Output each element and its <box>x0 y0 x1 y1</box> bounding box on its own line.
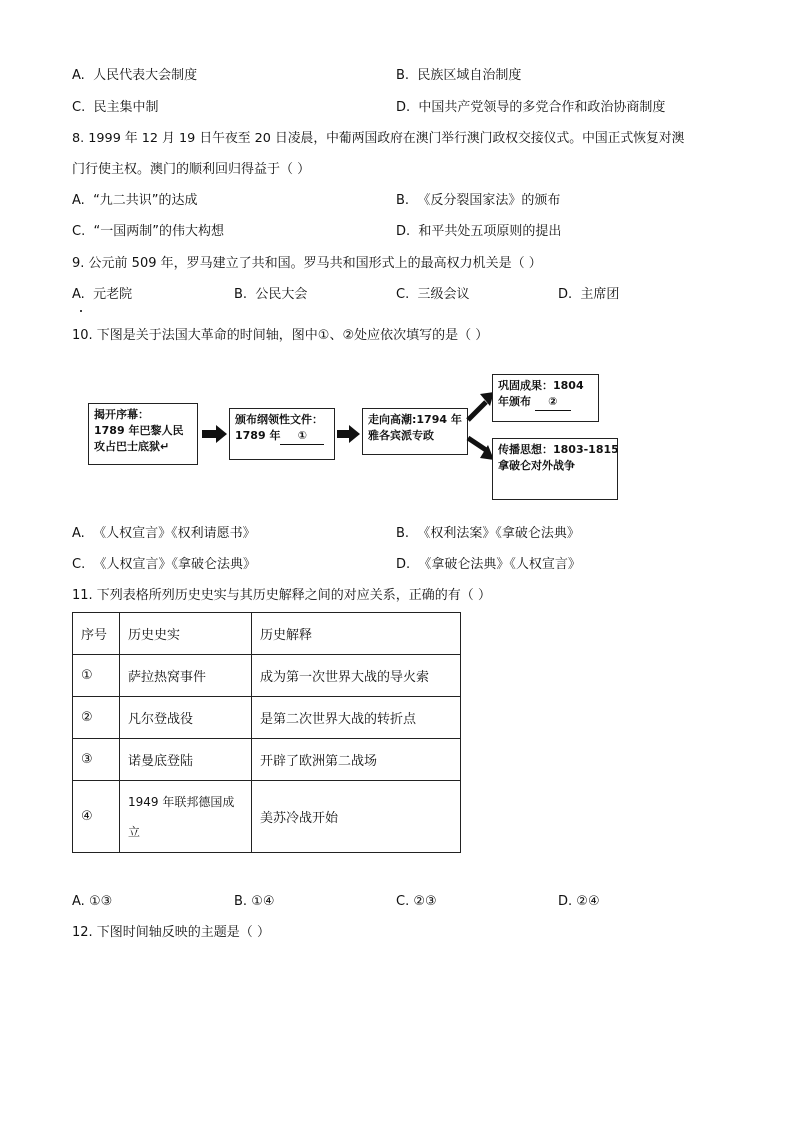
box-line: 拿破仑对外战争 <box>498 459 575 472</box>
box-line: 颁布纲领性文件： <box>235 413 323 426</box>
q8-option-a <box>72 193 198 209</box>
option-text: ①④ <box>251 894 275 909</box>
box-line: 走向高潮:1794 年 <box>368 413 462 426</box>
box-line: 雅各宾派专政 <box>368 429 434 442</box>
timeline-box-climax <box>362 408 468 455</box>
box-line: 巩固成果：1804 <box>498 379 584 392</box>
option-label: B. <box>234 287 248 302</box>
q9-stem: 9. 公元前 509 年，罗马建立了共和国。罗马共和国形式上的最高权力机关是（ ） <box>72 256 542 271</box>
cell-fact-line: 1949 年联邦德国成 <box>128 794 235 809</box>
option-label: D. <box>558 287 573 302</box>
cell-explanation: 是第二次世界大战的转折点 <box>252 697 461 739</box>
option-text: 中国共产党领导的多党合作和政治协商制度 <box>418 100 666 115</box>
q8-stem-line2: 门行使主权。澳门的顺利回归得益于（ ） <box>72 162 311 177</box>
cell-index: ② <box>73 697 120 739</box>
q7-option-d <box>396 100 665 116</box>
timeline-box-prelude <box>88 403 198 465</box>
cell-fact: 萨拉热窝事件 <box>120 655 252 697</box>
q8-option-b <box>396 193 560 209</box>
option-label: A. <box>72 894 85 909</box>
q9-option-a <box>72 287 132 303</box>
option-text: ①③ <box>88 894 113 909</box>
q10-option-c <box>72 557 256 573</box>
blank-2: ② <box>535 394 571 411</box>
option-text: 民主集中制 <box>93 100 159 115</box>
cell-index: ④ <box>73 781 120 853</box>
box-year: 年颁布 <box>498 395 531 408</box>
header-index: 序号 <box>73 613 120 655</box>
cell-index: ① <box>73 655 120 697</box>
arrow-right-icon <box>337 424 361 444</box>
q12-stem: 12. 下图时间轴反映的主题是（ ） <box>72 925 270 940</box>
option-label: B. <box>396 68 410 83</box>
q8-option-c <box>72 224 224 240</box>
arrow-right-icon <box>202 424 228 444</box>
box-line <box>498 394 593 411</box>
cell-explanation: 美苏冷战开始 <box>252 781 461 853</box>
q11-option-b <box>234 894 275 910</box>
cell-explanation: 开辟了欧洲第二战场 <box>252 739 461 781</box>
q7-option-b <box>396 68 521 84</box>
cell-fact: 诺曼底登陆 <box>120 739 252 781</box>
option-label: A. <box>72 68 85 83</box>
option-label: B. <box>396 526 410 541</box>
option-label: D. <box>396 557 411 572</box>
q7-option-c <box>72 100 159 116</box>
box-line: 传播思想：1803-1815 <box>498 443 619 456</box>
option-label: C. <box>72 224 86 239</box>
option-label: D. <box>558 894 573 909</box>
option-label: C. <box>396 287 410 302</box>
q11-stem: 11. 下列表格所列历史史实与其历史解释之间的对应关系，正确的有（ ） <box>72 588 491 603</box>
option-text: 《人权宣言》《权利请愿书》 <box>93 526 256 541</box>
history-table <box>72 612 461 853</box>
table-header-row <box>73 613 461 655</box>
q8-option-d <box>396 224 561 240</box>
stray-dot <box>80 310 82 312</box>
box-line: 攻占巴士底狱↵ <box>94 440 170 453</box>
header-explanation: 历史解释 <box>252 613 461 655</box>
cell-explanation: 成为第一次世界大战的导火索 <box>252 655 461 697</box>
cell-index: ③ <box>73 739 120 781</box>
q9-option-d <box>558 287 619 303</box>
option-text: “九二共识”的达成 <box>93 193 198 208</box>
timeline-box-spread <box>492 438 618 500</box>
header-fact: 历史史实 <box>120 613 252 655</box>
option-label: C. <box>72 100 86 115</box>
timeline-box-consolidate <box>492 374 599 422</box>
option-label: D. <box>396 224 411 239</box>
option-label: A. <box>72 287 85 302</box>
option-text: 公民大会 <box>255 287 308 302</box>
option-label: B. <box>234 894 248 909</box>
q10-option-b <box>396 526 580 542</box>
option-label: B. <box>396 193 410 208</box>
option-text: 和平共处五项原则的提出 <box>418 224 562 239</box>
cell-fact: 凡尔登战役 <box>120 697 252 739</box>
q11-option-a <box>72 894 112 910</box>
option-label: A. <box>72 193 85 208</box>
q10-stem: 10. 下图是关于法国大革命的时间轴，图中①、②处应依次填写的是（ ） <box>72 328 489 343</box>
table-row <box>73 655 461 697</box>
cell-fact-line: 立 <box>128 824 141 839</box>
table-row <box>73 739 461 781</box>
timeline-box-document <box>229 408 335 460</box>
table-row <box>73 781 461 853</box>
option-text: ②④ <box>576 894 600 909</box>
option-text: 《拿破仑法典》《人权宣言》 <box>418 557 581 572</box>
q7-option-a <box>72 68 197 84</box>
option-text: ②③ <box>413 894 437 909</box>
option-text: 主席团 <box>580 287 620 302</box>
box-year: 1789 年 <box>235 429 281 442</box>
option-label: A. <box>72 526 85 541</box>
option-text: 《反分裂国家法》的颁布 <box>417 193 561 208</box>
q9-option-c <box>396 287 470 303</box>
table-row <box>73 697 461 739</box>
blank-1: ① <box>280 428 324 445</box>
option-label: C. <box>72 557 86 572</box>
option-text: 民族区域自治制度 <box>417 68 522 83</box>
q9-option-b <box>234 287 307 303</box>
cell-fact <box>120 781 252 853</box>
box-line <box>235 428 329 445</box>
option-text: 元老院 <box>93 287 133 302</box>
q10-option-d <box>396 557 581 573</box>
option-text: 三级会议 <box>417 287 470 302</box>
box-line: 揭开序幕： <box>94 408 149 421</box>
q11-option-c <box>396 894 437 910</box>
option-text: 《权利法案》《拿破仑法典》 <box>417 526 580 541</box>
box-line: 1789 年巴黎人民 <box>94 424 184 437</box>
q8-stem-line1: 8. 1999 年 12 月 19 日午夜至 20 日凌晨，中葡两国政府在澳门举行澳门政权交接仪式。中国正式恢复对澳 <box>72 131 685 146</box>
option-text: 人民代表大会制度 <box>93 68 198 83</box>
option-text: “一国两制”的伟大构想 <box>93 224 224 239</box>
q11-option-d <box>558 894 600 910</box>
option-label: C. <box>396 894 410 909</box>
option-text: 《人权宣言》《拿破仑法典》 <box>93 557 256 572</box>
option-label: D. <box>396 100 411 115</box>
q10-option-a <box>72 526 256 542</box>
